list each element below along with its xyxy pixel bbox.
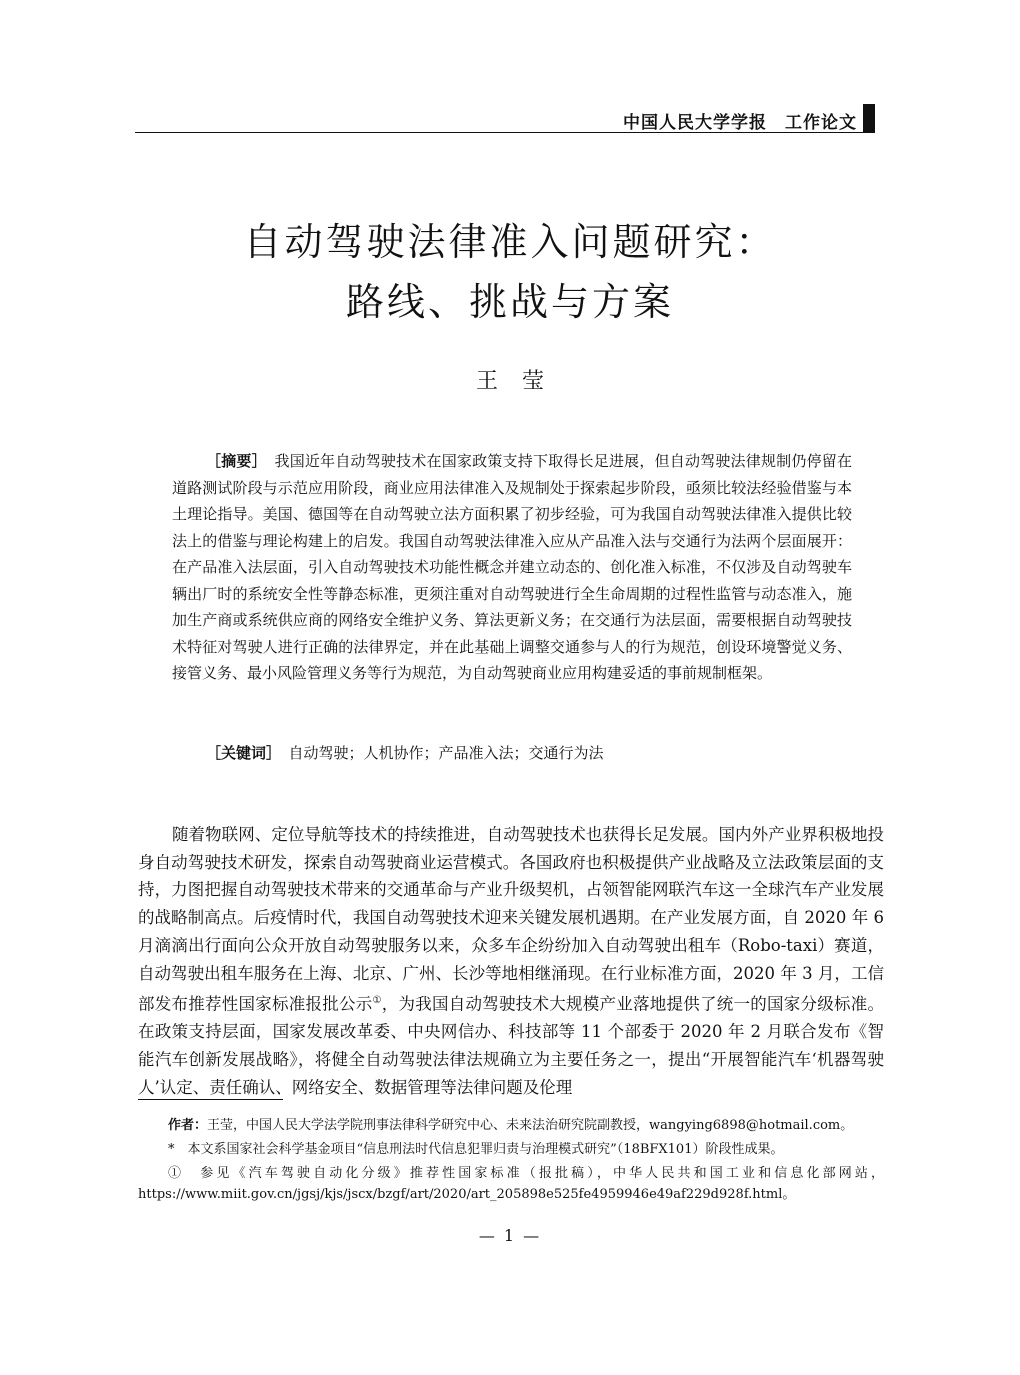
keywords [172,740,852,766]
author-note-label: 作者： [168,1118,208,1133]
body-text-part-2: ，为我国自动驾驶技术大规模产业落地提供了统一的国家分级标准。在政策支持层面，国家发展改革委、中央网信办、科技部等 11 个部委于 2020 年 2 月联合发布《智能汽车创新发展战略》，将健全自动驾驶法律法规确立为主要任务之一，提出“开展智能汽车‘机器驾驶人’认定、责任确认、网络安全、数据管理等法律问题及伦理 [138,994,885,1097]
body-text-part-1: 随着物联网、定位导航等技术的持续推进，自动驾驶技术也获得长足发展。国内外产业界积极地投身自动驾驶技术研发，探索自动驾驶商业运营模式。各国政府也积极提供产业战略及立法政策层面的支持，力图把握自动驾驶技术带来的交通革命与产业升级契机，占领智能网联汽车这一全球汽车产业发展的战略制高点。后疫情时代，我国自动驾驶技术迎来关键发展机遇期。在产业发展方面，自 2020 年 6 月滴滴出行面向公众开放自动驾驶服务以来，众多车企纷纷加入自动驾驶出租车（Robo-taxi）赛道，自动驾驶出租车服务在上海、北京、广州、长沙等地相继涌现。在行业标准方面，2020 年 3 月，工信部发布推荐性国家标准报批公示 [138,825,884,1014]
header-block-mark [863,104,875,132]
keywords-text: 自动驾驶；人机协作；产品准入法；交通行为法 [288,744,604,762]
page-number: — 1 — [478,1226,542,1245]
footnote-ref-1[interactable]: ① [372,995,382,1007]
keywords-label: ［关键词］ [206,744,274,762]
abstract [172,448,852,687]
body-paragraph [138,821,884,1102]
abstract-text: 我国近年自动驾驶技术在国家政策支持下取得长足进展，但自动驾驶法律规制仍停留在道路测试阶段与示范应用阶段，商业应用法律准入及规制处于探索起步阶段，亟须比较法经验借鉴与本土理论指导。美国、德国等在自动驾驶立法方面积累了初步经验，可为我国自动驾驶法律准入提供比较法上的借鉴与理论构建上的启发。我国自动驾驶法律准入应从产品准入法与交通行为法两个层面展开：在产品准入法层面，引入自动驾驶技术功能性概念并建立动态的、创化准入标准，不仅涉及自动驾驶车辆出厂时的系统安全性等静态标准，更须注重对自动驾驶进行全生命周期的过程性监管与动态准入，施加生产商或系统供应商的网络安全维护义务、算法更新义务；在交通行为法层面，需要根据自动驾驶技术特征对驾驶人进行正确的法律界定，并在此基础上调整交通参与人的行为规范，创设环境警觉义务、接管义务、最小风险管理义务等行为规范，为自动驾驶商业应用构建妥适的事前规制框架。 [172,452,852,682]
author-name: 王莹 [475,369,568,394]
footnote-divider [138,1099,283,1100]
journal-name: 中国人民大学学报 工作论文 [623,113,857,133]
fund-note: * 本文系国家社会科学基金项目“信息刑法时代信息犯罪归责与治理模式研究”（18BFX101）阶段性成果。 [168,1142,784,1157]
footnote-1: ① 参见《汽车驾驶自动化分级》推荐性国家标准（报批稿），中华人民共和国工业和信息化部网站，https://www.miit.gov.cn/jgsj/kjs/jscx/bzgf/art/2020/art_205898e525fe4959946e49af229d928f.html。 [138,1166,884,1202]
abstract-label: ［摘要］ [206,452,260,470]
paper-title-line-1: 自动驾驶法律准入问题研究： [243,220,777,264]
running-header [135,104,875,133]
author-note-text: 王莹，中国人民大学法学院刑事法律科学研究中心、未来法治研究院副教授，wangying6898@hotmail.com。 [207,1118,854,1133]
paper-title-line-2: 路线、挑战与方案 [345,280,674,324]
author-note [138,1115,884,1136]
footnotes [138,1115,884,1208]
